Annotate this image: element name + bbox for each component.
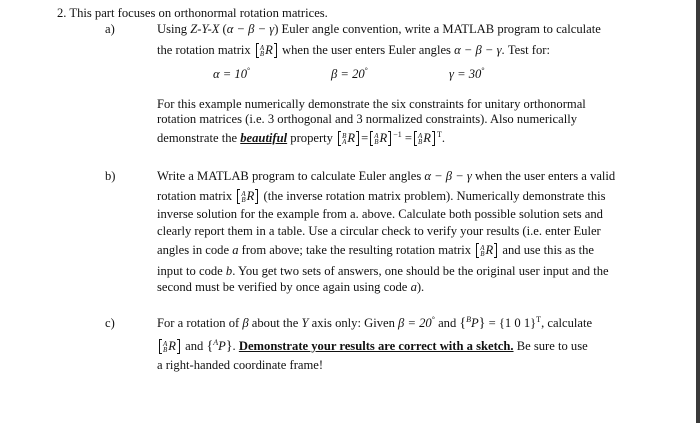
- beautiful-text: beautiful: [240, 131, 288, 145]
- part-a-para2-line-3: demonstrate the beautiful property B A R = A B R $^{-1}$ = A B R $^T$.: [157, 129, 446, 147]
- part-a-para2-line-1: For this example numerically demonstrate the six constraints for unitary orthonormal: [157, 97, 586, 111]
- problem-header: [57, 6, 328, 21]
- part-b-line-1: Write a MATLAB program to calculate Euler angles α − β − γ when the user enters a valid: [157, 169, 616, 183]
- convention-text: Z-Y-X: [190, 22, 220, 36]
- gamma-value: γ = 30°: [449, 65, 485, 81]
- part-c-label: c): [105, 316, 115, 330]
- sketch-instruction: Demonstrate your results are correct with a sketch.: [238, 339, 514, 353]
- part-b-line-6: input to code b. You get two sets of answers, one should be the original user input and the: [157, 264, 609, 278]
- part-a-line-2: the rotation matrix A B R when the user enters Euler angles α − β − γ. Test for:: [157, 43, 550, 59]
- part-a-para2-line-2: rotation matrices (i.e. 3 orthogonal and 3 normalized constraints). Also numerically: [157, 112, 578, 126]
- beta-value: β = 20°: [331, 65, 368, 81]
- part-b-line-3: inverse solution for the example from a. above. Calculate both possible solution sets and: [157, 207, 603, 221]
- part-a-label: a): [105, 22, 115, 36]
- problem-number: 2.: [57, 6, 67, 20]
- alpha-value: α = 10°: [213, 65, 251, 81]
- part-b-line-4: clearly report them in a table. Use a circular check to verify your results (i.e. enter Euler: [157, 224, 601, 238]
- part-b-line-7: second must be verified by once again using code a).: [157, 280, 425, 294]
- rotation-matrix-symbol: A B R: [256, 43, 277, 58]
- part-c-line-3: a right-handed coordinate frame!: [157, 358, 324, 372]
- part-b-line-2: rotation matrix A B R (the inverse rotation matrix problem). Numerically demonstrate this: [157, 189, 606, 205]
- part-c-line-1: For a rotation of β about the Y axis only: Given β = 20° and {$^B$P} = {1 0 1}$^T$, calculate: [157, 314, 593, 331]
- part-b-label: b): [105, 169, 116, 183]
- part-a-line-1: Using Z-Y-X (α − β − γ) Euler angle convention, write a MATLAB program to calculate: [157, 22, 601, 36]
- part-b-line-5: angles in code a from above; take the resulting rotation matrix A B R and use this as the: [157, 243, 595, 259]
- problem-intro: This part focuses on orthonormal rotation matrices.: [69, 6, 328, 20]
- part-c-line-2: A B R and {$^A$P}. Demonstrate your results are correct with a sketch. Be sure to use: [157, 339, 588, 354]
